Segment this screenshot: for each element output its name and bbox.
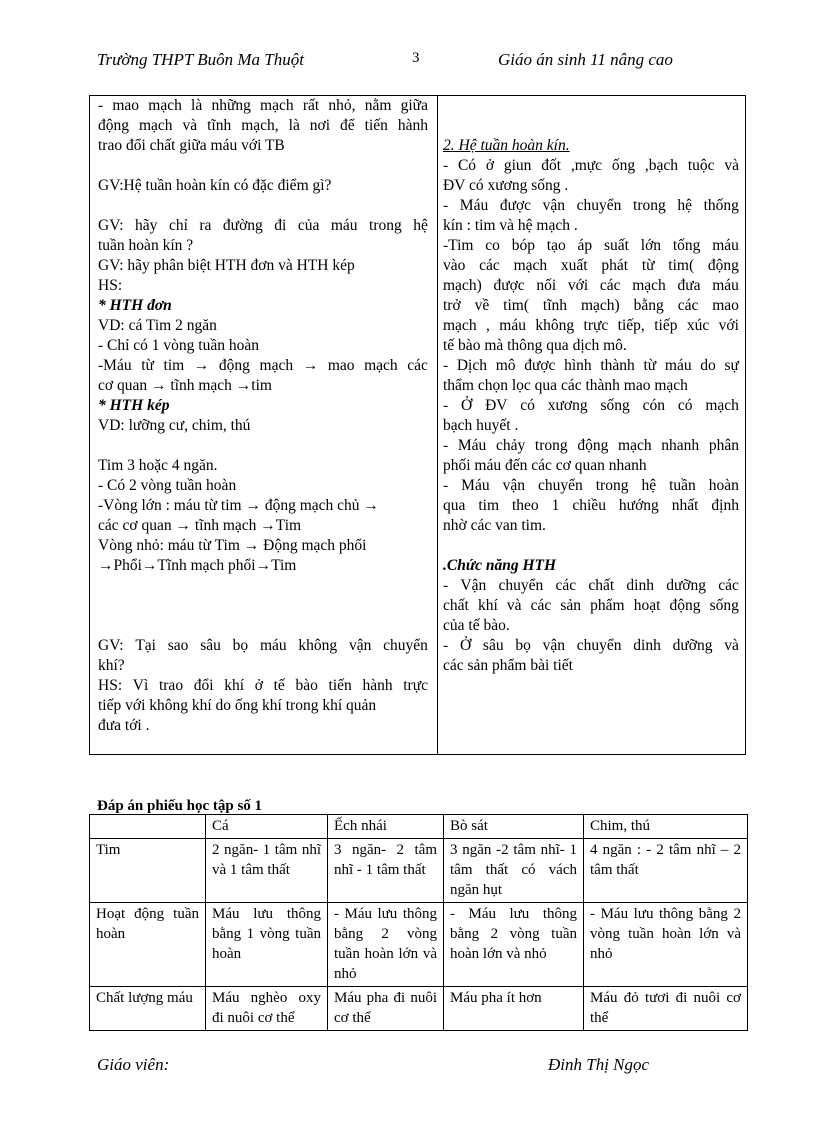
page-number: 3 <box>412 50 420 66</box>
table-cell: Máu nghèo oxy đi nuôi cơ thể <box>206 987 328 1031</box>
text-line: -Vòng lớn : máu từ tim → động mạch chủ → <box>98 497 379 514</box>
heading-circulation-function: .Chức năng HTH <box>443 557 557 574</box>
table-cell: Máu pha ít hơn <box>444 987 584 1031</box>
row-label: Hoạt động tuần hoàn <box>90 903 206 987</box>
text-line: - Có 2 vòng tuần hoàn <box>98 477 237 494</box>
text-line: - Ở ĐV có xương sống cón có mạch <box>443 397 739 414</box>
text-line: -Tim co bóp tạo áp suất lớn tống máu <box>443 237 739 254</box>
text-line: tế bào mà thông qua dịch mô. <box>443 337 627 354</box>
table-row <box>90 903 748 987</box>
text-line: - Máu vận chuyển trong hệ tuần hoàn <box>443 477 739 494</box>
text-line: kín : tim và hệ mạch . <box>443 217 578 234</box>
text-line: - mao mạch là những mạch rất nhỏ, nằm giữa <box>98 97 428 114</box>
text-line: VD: lưỡng cư, chim, thú <box>98 417 251 434</box>
text-line: thẩm chọn lọc qua các thành mao mạch <box>443 377 688 394</box>
text-line: nhờ các van tim. <box>443 517 546 534</box>
lesson-table <box>89 95 746 755</box>
heading-double-circulation: * HTH kép <box>98 397 170 414</box>
text-line: - Dịch mô được hình thành từ máu do sự <box>443 357 739 374</box>
table-row <box>90 987 748 1031</box>
text-line: - Ở sâu bọ vận chuyển dinh dưỡng và <box>443 637 739 654</box>
text-line: tiếp với không khí do ống khí trong khí quản <box>98 697 377 714</box>
teacher-student-column <box>98 96 428 736</box>
text-line: - Có ở giun đốt ,mực ống ,bạch tuộc và <box>443 157 739 174</box>
table-header-cell: Ếch nhái <box>328 815 444 839</box>
header-school: Trường THPT Buôn Ma Thuột <box>97 50 304 69</box>
teacher-name: Đinh Thị Ngọc <box>548 1055 650 1074</box>
table-cell: 2 ngăn- 1 tâm nhĩ và 1 tâm thất <box>206 839 328 903</box>
text-line: tuần hoàn kín ? <box>98 237 194 254</box>
table-row <box>90 839 748 903</box>
text-line: phối máu đến các cơ quan nhanh <box>443 457 647 474</box>
text-line: HS: Vì trao đổi khí ở tế bào tiến hành trực <box>98 677 428 694</box>
text-line: của tế bào. <box>443 617 510 634</box>
teacher-label: Giáo viên: <box>97 1055 170 1074</box>
table-cell: 4 ngăn : - 2 tâm nhĩ – 2 tâm thất <box>584 839 748 903</box>
text-line: mạch) được nối với các mạch đưa máu <box>443 277 739 294</box>
text-line: HS: <box>98 277 123 294</box>
heading-single-circulation: * HTH đơn <box>98 297 172 314</box>
text-line: - Chỉ có 1 vòng tuần hoàn <box>98 337 260 354</box>
text-line: trao đổi chất giữa máu với TB <box>98 137 285 154</box>
text-line: - Máu được vận chuyển trong hệ thống <box>443 197 739 214</box>
text-line: trở về tim( tĩnh mạch) bằng các mao <box>443 297 739 314</box>
text-line: ĐV có xương sống . <box>443 177 569 194</box>
table-cell: - Máu lưu thông bằng 2 vòng tuần hoàn lớn và nhỏ <box>328 903 444 987</box>
text-line: GV: Tại sao sâu bọ máu không vận chuyển <box>98 637 428 654</box>
text-line: VD: cá Tim 2 ngăn <box>98 317 217 334</box>
table-header-cell <box>90 815 206 839</box>
table-header-row <box>90 815 748 839</box>
table-header-cell: Bò sát <box>444 815 584 839</box>
table-cell: Máu lưu thông bằng 1 vòng tuần hoàn <box>206 903 328 987</box>
text-line: khí? <box>98 657 125 674</box>
header-title: Giáo án sinh 11 nâng cao <box>498 50 673 69</box>
text-line: GV:Hệ tuần hoàn kín có đặc điểm gì? <box>98 177 332 194</box>
table-cell: 3 ngăn- 2 tâm nhĩ - 1 tâm thất <box>328 839 444 903</box>
text-line: GV: hãy chỉ ra đường đi của máu trong hệ <box>98 217 428 234</box>
text-line: các cơ quan → tĩnh mạch →Tim <box>98 517 302 534</box>
text-line: Tim 3 hoặc 4 ngăn. <box>98 457 218 474</box>
table-cell: 3 ngăn -2 tâm nhĩ- 1 tâm thất có vách ngăn hụt <box>444 839 584 903</box>
heading-closed-circulation: 2. Hệ tuần hoàn kín. <box>443 137 570 154</box>
table-cell: Máu pha đi nuôi cơ thể <box>328 987 444 1031</box>
text-line: chất khí và các sản phẩm hoạt động sống <box>443 597 739 614</box>
row-label: Chất lượng máu <box>90 987 206 1031</box>
answer-section-title: Đáp án phiếu học tập số 1 <box>97 798 263 814</box>
text-line: động mạch và tĩnh mạch, là nơi để tiến hành <box>98 117 428 134</box>
text-line: cơ quan → tĩnh mạch →tim <box>98 377 272 394</box>
table-cell: - Máu lưu thông bằng 2 vòng tuần hoàn lớn và nhỏ <box>444 903 584 987</box>
table-cell: Máu đỏ tươi đi nuôi cơ thể <box>584 987 748 1031</box>
text-line: GV: hãy phân biệt HTH đơn và HTH kép <box>98 257 355 274</box>
text-line: mạch , máu không trực tiếp, tiếp xúc với <box>443 317 739 334</box>
row-label: Tim <box>90 839 206 903</box>
text-line: - Vận chuyển các chất dinh dưỡng các <box>443 577 739 594</box>
table-cell: - Máu lưu thông bằng 2 vòng tuần hoàn lớn và nhỏ <box>584 903 748 987</box>
text-line: -Máu từ tim → động mạch → mao mạch các <box>98 357 428 374</box>
text-line: qua tim theo 1 chiều hướng nhất định <box>443 497 739 514</box>
text-line: vào các mạch xuất phát từ tim( động <box>443 257 739 274</box>
text-line: Vòng nhỏ: máu từ Tim → Động mạch phổi <box>98 537 367 554</box>
table-header-cell: Cá <box>206 815 328 839</box>
text-line: bạch huyết . <box>443 417 519 434</box>
text-line: - Máu chảy trong động mạch nhanh phân <box>443 437 739 454</box>
column-divider <box>437 96 438 754</box>
text-line: đưa tới . <box>98 717 150 734</box>
text-line: các sản phẩm bài tiết <box>443 657 573 674</box>
table-header-cell: Chim, thú <box>584 815 748 839</box>
content-column <box>443 96 739 676</box>
text-line: →Phổi→Tĩnh mạch phổi→Tim <box>98 557 297 574</box>
answer-table <box>89 814 748 1031</box>
